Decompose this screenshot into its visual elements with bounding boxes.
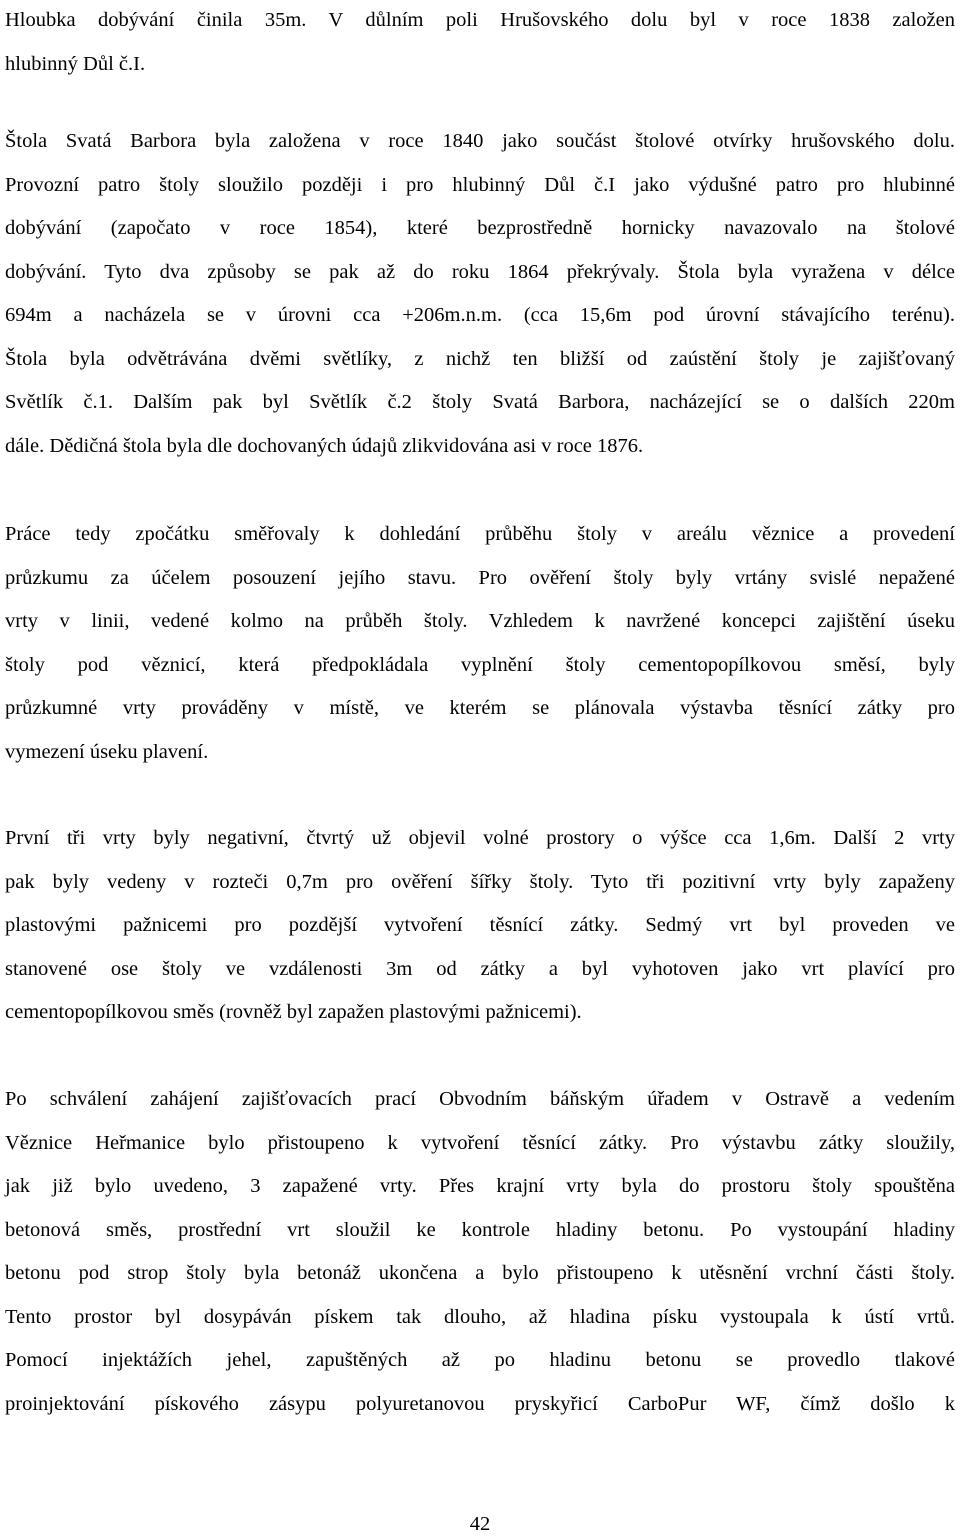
text-line: dále. Dědičná štola byla dle dochovaných údajů zlikvidována asi v roce 1876. [5, 434, 644, 457]
text-line: Světlík č.1. Dalším pak byl Světlík č.2 štoly Svatá Barbora, nacházející se o dalších 220m [5, 391, 955, 413]
text-line: vymezení úseku plavení. [5, 740, 209, 763]
text-line: Provozní patro štoly sloužilo později i pro hlubinný Důl č.I jako výdušné patro pro hlubinné [5, 173, 955, 196]
text-line: pak byly vedeny v rozteči 0,7m pro ověření šířky štoly. Tyto tři pozitivní vrty byly zapaženy [5, 870, 955, 893]
text-line: Pomocí injektážích jehel, zapuštěných až po hladinu betonu se provedlo tlakové [5, 1349, 955, 1371]
paragraph-sealing-plug [5, 1078, 955, 1426]
text-line: Štola byla odvětrávána dvěmi světlíky, z nichž ten bližší od zaústění štoly je zajišťovaný [5, 347, 955, 370]
paragraph-mining-depth [5, 0, 955, 86]
text-line: Věznice Heřmanice bylo přistoupeno k vytvoření těsnící zátky. Pro výstavbu zátky sloužily, [5, 1131, 955, 1154]
paragraph-adit-history [5, 120, 955, 468]
text-line: Hloubka dobývání činila 35m. V důlním poli Hrušovského dolu byl v roce 1838 založen [5, 9, 955, 31]
text-line: stanovené ose štoly ve vzdálenosti 3m od zátky a byl vyhotoven jako vrt plavící pro [5, 957, 955, 980]
text-line: dobývání (započato v roce 1854), které bezprostředně hornicky navazovalo na štolové [5, 217, 955, 239]
text-line: průzkumné vrty prováděny v místě, ve kterém se plánovala výstavba těsnící zátky pro [5, 697, 955, 719]
text-line: průzkumu za účelem posouzení jejího stavu. Pro ověření štoly byly vrtány svislé nepažené [5, 566, 955, 589]
text-line: Štola Svatá Barbora byla založena v roce 1840 jako součást štolové otvírky hrušovského dolu. [5, 130, 955, 152]
text-line: cementopopílkovou směs (rovněž byl zapažen plastovými pažnicemi). [5, 1001, 582, 1023]
text-line: vrty v linii, vedené kolmo na průběh štoly. Vzhledem k navržené koncepci zajištění úseku [5, 610, 955, 632]
text-line: 694m a nacházela se v úrovni cca +206m.n.m. (cca 15,6m pod úrovní stávajícího terénu). [5, 304, 955, 326]
text-line: Tento prostor byl dosypáván pískem tak dlouho, až hladina písku vystoupala k ústí vrtů. [5, 1305, 955, 1328]
text-line: betonu pod strop štoly byla betonáž ukončena a bylo přistoupeno k utěsnění vrchní části štoly. [5, 1262, 955, 1284]
text-line: plastovými pažnicemi pro pozdější vytvoření těsnící zátky. Sedmý vrt byl proveden ve [5, 914, 955, 936]
text-line: štoly pod věznicí, která předpokládala vyplnění štoly cementopopílkovou směsí, byly [5, 653, 955, 676]
text-line: jak již bylo uvedeno, 3 zapažené vrty. Přes krajní vrty byla do prostoru štoly spouštěna [5, 1175, 955, 1197]
page-number: 42 [469, 1513, 491, 1535]
text-line: Práce tedy zpočátku směřovaly k dohledání průběhu štoly v areálu věznice a provedení [5, 523, 955, 545]
text-line: dobývání. Tyto dva způsoby se pak až do roku 1864 překrývaly. Štola byla vyražena v délce [5, 260, 955, 283]
text-line: hlubinný Důl č.I. [5, 52, 146, 75]
paragraph-boreholes [5, 817, 955, 1035]
text-line: První tři vrty byly negativní, čtvrtý už objevil volné prostory o výšce cca 1,6m. Další 2 vrty [5, 827, 955, 849]
text-line: Po schválení zahájení zajišťovacích prací Obvodním báňským úřadem v Ostravě a vedením [5, 1088, 955, 1110]
text-line: betonová směs, prostřední vrt sloužil ke kontrole hladiny betonu. Po vystoupání hladiny [5, 1218, 955, 1241]
paragraph-survey-works [5, 513, 955, 774]
text-line: proinjektování pískového zásypu polyuretanovou pryskyřicí CarboPur WF, čímž došlo k [5, 1392, 955, 1415]
